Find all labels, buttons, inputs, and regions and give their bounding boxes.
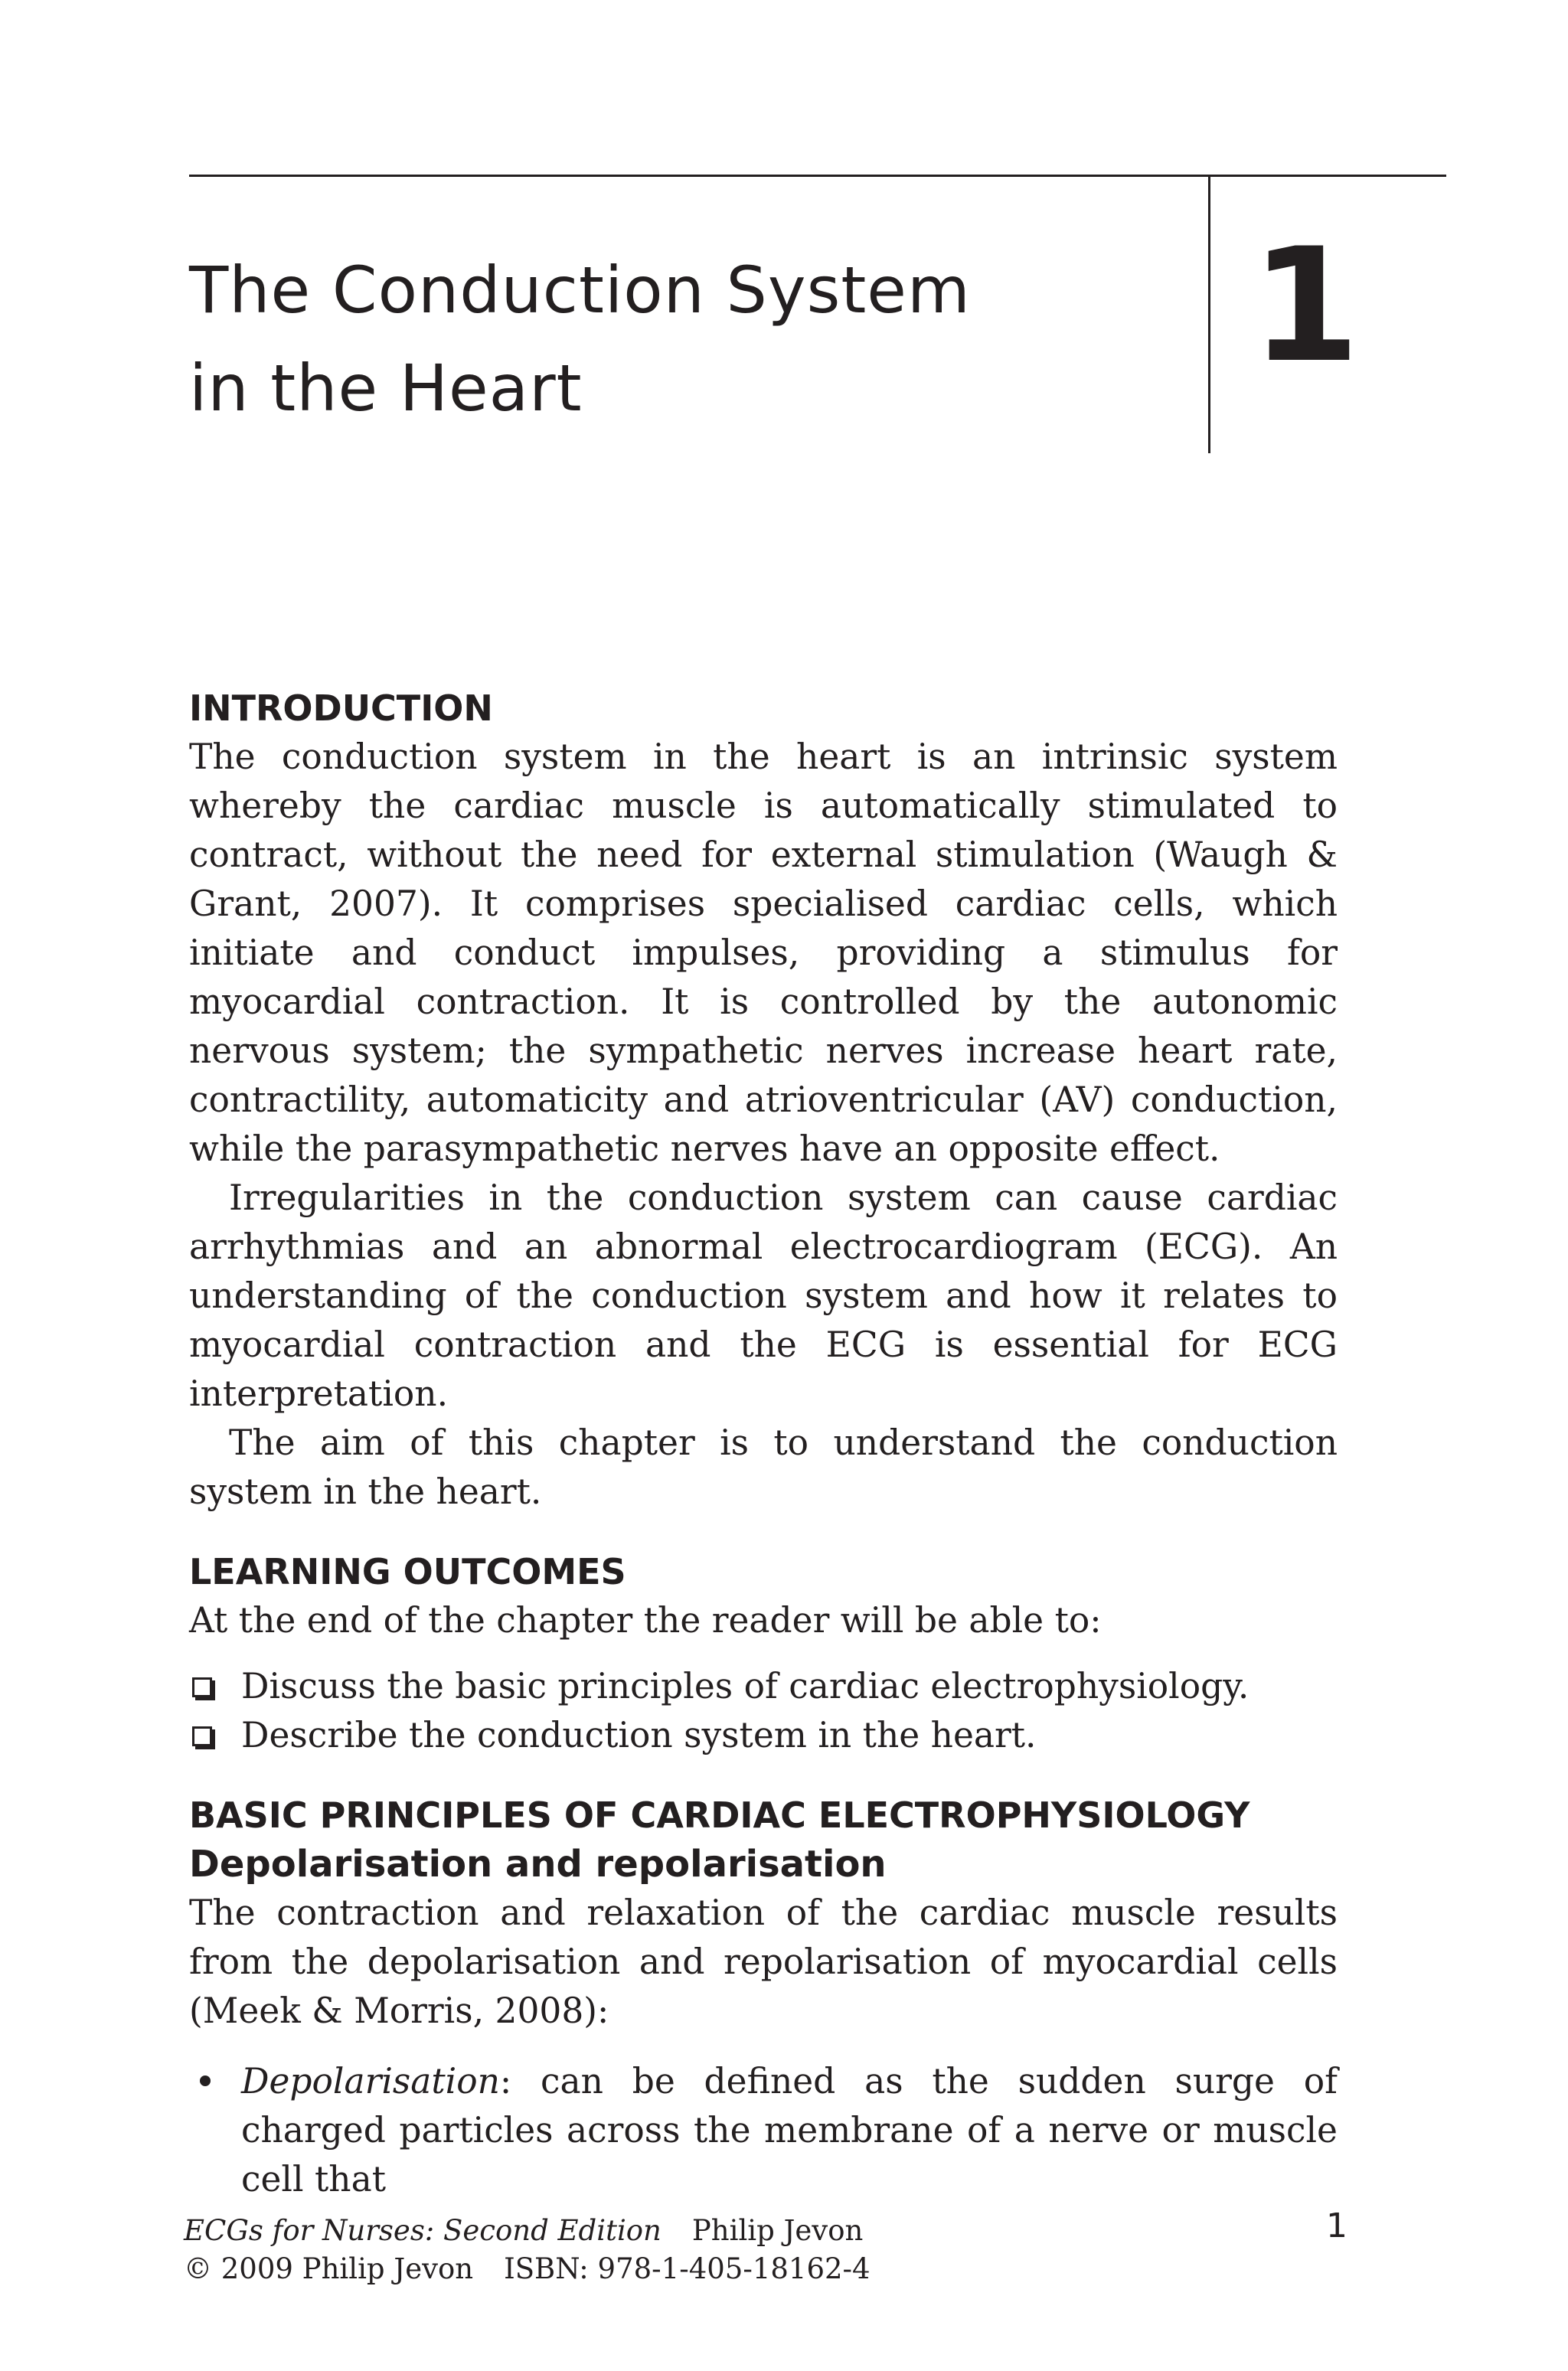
isbn: ISBN: 978-1-405-18162-4	[504, 2252, 871, 2285]
checkbox-icon	[192, 1726, 212, 1746]
checkbox-icon	[192, 1677, 212, 1697]
basic-principles-bullets	[189, 2057, 1338, 2204]
introduction-heading: INTRODUCTION	[189, 687, 493, 729]
learning-outcome-item	[189, 1662, 1338, 1711]
footer-line-2	[184, 2250, 871, 2288]
introduction-paragraph-3: The aim of this chapter is to understand the conduction system in the heart.	[189, 1422, 1338, 1512]
top-rule	[189, 175, 1446, 177]
bullet-item	[189, 2057, 1338, 2204]
copyright: © 2009 Philip Jevon	[184, 2252, 474, 2285]
learning-outcomes-heading: LEARNING OUTCOMES	[189, 1551, 626, 1592]
depolarisation-subheading: Depolarisation and repolarisation	[189, 1843, 887, 1886]
introduction-paragraph-1: The conduction system in the heart is an intrinsic system whereby the cardiac muscle is automatically stimulated to contract, without the need for external stimulation (Waugh & Grant, 2007). It comprises specialised cardiac cells, which initiate and conduct impulses, providing a stimulus for myocardial contraction. It is controlled by the autonomic nervous system; the sympathetic nerves increase heart rate, contractility, automaticity and atrioventricular (AV) conduction, while the parasympathetic nerves have an opposite effect.	[189, 736, 1338, 1169]
chapter-number: 1	[1250, 215, 1361, 397]
basic-principles-heading: BASIC PRINCIPLES OF CARDIAC ELECTROPHYSIOLOGY	[189, 1795, 1250, 1836]
basic-principles-paragraph: The contraction and relaxation of the cardiac muscle results from the depolarisation and repolarisation of myocardial cells (Meek & Morris, 2008):	[189, 1893, 1338, 2031]
learning-outcomes-list	[189, 1662, 1338, 1760]
learning-outcome-item	[189, 1711, 1338, 1760]
bullet-text: : can be defined as the sudden surge of charged particles across the membrane of a nerve or muscle cell that	[241, 2061, 1338, 2200]
page-footer	[184, 2212, 871, 2288]
chapter-title	[189, 241, 1154, 437]
learning-outcome-text: Describe the conduction system in the heart.	[241, 1715, 1037, 1755]
bullet-term: Depolarisation	[241, 2061, 500, 2102]
chapter-divider-rule	[1208, 176, 1210, 453]
learning-outcome-text: Discuss the basic principles of cardiac electrophysiology.	[241, 1666, 1250, 1706]
bullet-icon	[200, 2075, 211, 2086]
footer-line-1	[184, 2212, 871, 2250]
chapter-title-line-1: The Conduction System	[189, 253, 971, 328]
introduction-paragraph-2: Irregularities in the conduction system can cause cardiac arrhythmias and an abnormal electrocardiogram (ECG). An understanding of the conduction system and how it relates to myocardial contraction and the ECG is essential for ECG interpretation.	[189, 1177, 1338, 1414]
author: Philip Jevon	[691, 2214, 864, 2247]
page-number: 1	[1326, 2206, 1348, 2245]
chapter-body	[189, 684, 1338, 2204]
learning-outcomes-intro: At the end of the chapter the reader will be able to:	[189, 1600, 1102, 1641]
book-title: ECGs for Nurses: Second Edition	[184, 2214, 662, 2247]
chapter-title-line-2: in the Heart	[189, 351, 583, 426]
